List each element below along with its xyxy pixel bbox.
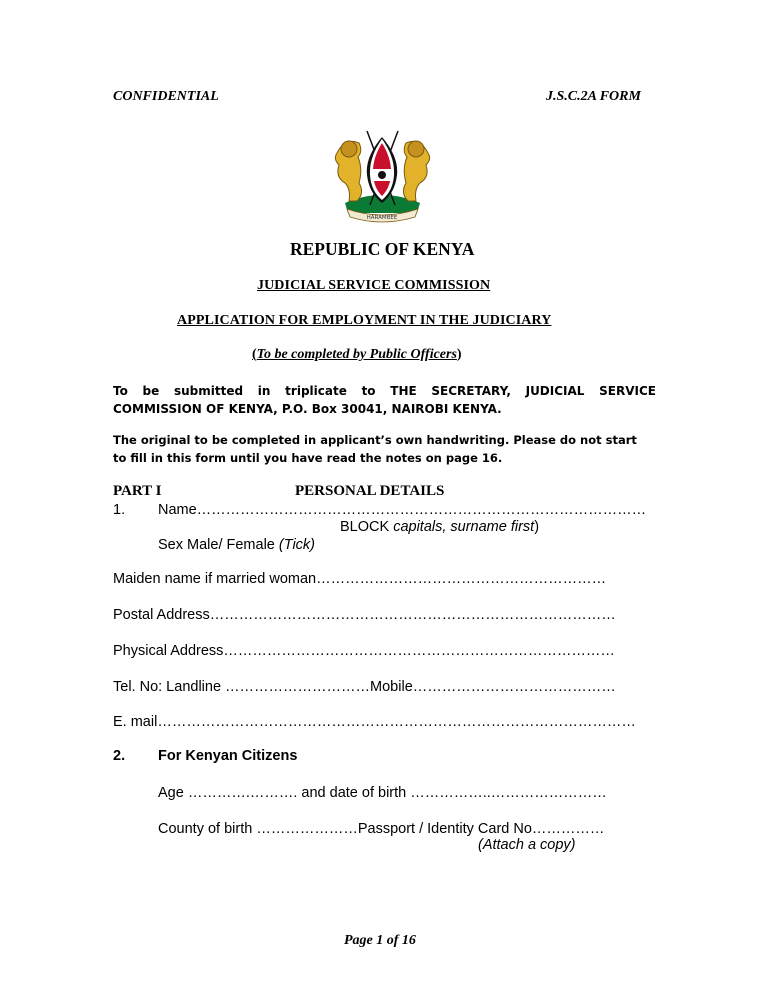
- form-code: J.S.C.2A FORM: [546, 89, 641, 104]
- part-title: PERSONAL DETAILS: [295, 483, 445, 499]
- email-field[interactable]: E. mail………………………………………………………………………………………: [113, 714, 636, 730]
- page-number: Page 1 of 16: [344, 933, 416, 948]
- attach-copy-note: (Attach a copy): [478, 837, 576, 853]
- physical-address-field[interactable]: Physical Address………………………………………………………………………: [113, 643, 615, 659]
- name-hint: BLOCK capitals, surname first): [340, 519, 540, 535]
- section-2-title: For Kenyan Citizens: [158, 748, 298, 764]
- application-title: APPLICATION FOR EMPLOYMENT IN THE JUDICIARY: [177, 313, 552, 328]
- confidential-label: CONFIDENTIAL: [113, 89, 219, 104]
- coat-of-arms-icon: [325, 125, 440, 225]
- county-passport-field[interactable]: County of birth …………………Passport / Identity Card No……………: [158, 821, 605, 837]
- instruction-line-2: COMMISSION OF KENYA, P.O. Box 30041, NAIROBI KENYA.: [113, 402, 502, 416]
- part-label: PART I: [113, 483, 162, 499]
- sex-field[interactable]: Sex Male/ Female (Tick): [158, 537, 315, 553]
- instruction-line-1: To be submitted in triplicate to THE SECRETARY, JUDICIAL SERVICE: [113, 384, 656, 398]
- coat-of-arms-emblem: [325, 125, 440, 225]
- commission-title: JUDICIAL SERVICE COMMISSION: [257, 278, 491, 293]
- motto-text: HARAMBEE: [366, 215, 398, 221]
- instruction-line-3: The original to be completed in applicant’s own handwriting. Please do not start: [113, 433, 637, 447]
- telephone-field[interactable]: Tel. No: Landline …………………………Mobile……………………………………: [113, 679, 616, 695]
- instruction-line-4: to fill in this form until you have read the notes on page 16.: [113, 451, 503, 465]
- item-1-number: 1.: [113, 502, 126, 518]
- section-2-number: 2.: [113, 748, 126, 764]
- age-dob-field[interactable]: Age ………….………. and date of birth ……………..……………………: [158, 785, 607, 801]
- name-field[interactable]: Name…………………………………………………………………………………: [158, 502, 647, 518]
- republic-title: REPUBLIC OF KENYA: [290, 239, 475, 259]
- public-officers-note: (To be completed by Public Officers): [252, 347, 462, 362]
- maiden-name-field[interactable]: Maiden name if married woman……………………………………………………: [113, 571, 607, 587]
- postal-address-field[interactable]: Postal Address…………………………………………………………………………: [113, 607, 616, 623]
